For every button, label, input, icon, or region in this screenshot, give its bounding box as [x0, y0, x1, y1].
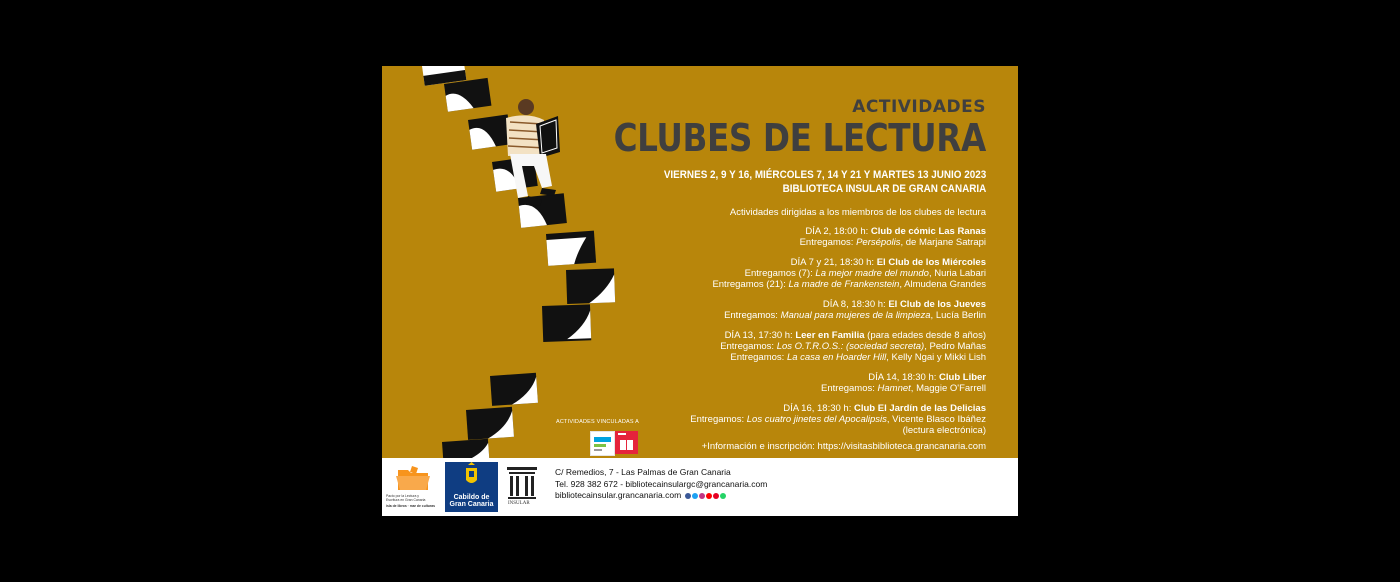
session-list [596, 226, 986, 445]
pacto-text: Pacto por la Lectura y [386, 494, 419, 498]
session-club: Club El Jardín de las Delicias [854, 403, 986, 414]
session-item [596, 330, 986, 363]
book-lead: Entregamos: [724, 310, 778, 321]
biblioteca-insular-logo [506, 466, 538, 508]
coat-of-arms-icon [445, 462, 498, 492]
book-lead: Entregamos: [799, 237, 854, 248]
session-time: DÍA 2, 18:00 h: [805, 226, 869, 237]
book-author: , Lucía Berlin [930, 310, 986, 321]
poster-dates [664, 168, 986, 196]
book-author: , Pedro Mañas [924, 341, 986, 352]
address: C/ Remedios, 7 - Las Palmas de Gran Canaria [555, 467, 731, 477]
session-time: DÍA 13, 17:30 h: [724, 330, 793, 341]
book-author: , Maggie O'Farrell [910, 383, 986, 394]
session-item [596, 226, 986, 248]
session-item [596, 299, 986, 321]
session-time: DÍA 16, 18:30 h: [783, 403, 852, 414]
book-title: La casa en Hoarder Hill [786, 352, 887, 363]
book-author: , Nuria Labari [928, 268, 986, 279]
reading-man [506, 99, 560, 206]
session-time: DÍA 8, 18:30 h: [822, 299, 886, 310]
insular-label: INSULAR [508, 501, 530, 506]
book-lead: Entregamos (7): [744, 268, 813, 279]
youtube-icon[interactable] [706, 493, 712, 499]
book-lead: Entregamos: [690, 414, 745, 425]
linked-activities-label: ACTIVIDADES VINCULADAS A [556, 419, 640, 425]
pacto-tagline: isla de libros · mar de culturas [386, 504, 435, 508]
book-title: Hamnet [877, 383, 911, 394]
folder-book-icon [386, 464, 438, 494]
session-item [596, 372, 986, 394]
session-time: DÍA 14, 18:30 h: [868, 372, 937, 383]
session-club: El Club de los Miércoles [876, 257, 986, 268]
website-link[interactable]: bibliotecainsular.grancanaria.com [555, 490, 682, 500]
session-item [596, 257, 986, 290]
book-title: Persépolis [856, 237, 901, 248]
sdg-4-education-icon [615, 431, 638, 454]
book-author: , de Marjane Satrapi [900, 237, 986, 248]
book-note: (lectura electrónica) [902, 425, 986, 436]
book-lead: Entregamos: [821, 383, 875, 394]
poster-title: CLUBES DE LECTURA [613, 116, 986, 160]
session-extra: (para edades desde 8 años) [864, 330, 986, 341]
poster-kicker: ACTIVIDADES [852, 97, 986, 117]
sdg-logo [590, 431, 615, 456]
cabildo-logo [445, 462, 498, 512]
venue-line: BIBLIOTECA INSULAR DE GRAN CANARIA [782, 183, 986, 195]
contact-info [555, 467, 767, 502]
book-title: Los O.T.R.O.S.: (sociedad secreta) [776, 341, 925, 352]
pinterest-icon[interactable] [713, 493, 719, 499]
info-link[interactable]: +Información e inscripción: https://visitasbiblioteca.grancanaria.com [701, 441, 986, 452]
book-author: , Kelly Ngai y Mikki Lish [886, 352, 986, 363]
instagram-icon[interactable] [699, 493, 705, 499]
pacto-lectura-logo [386, 464, 438, 510]
book-author: , Almudena Grandes [899, 279, 986, 290]
book-lead: Entregamos (21): [712, 279, 786, 290]
session-item [596, 403, 986, 436]
book-title: La madre de Frankenstein [788, 279, 900, 290]
book-title: Los cuatro jinetes del Apocalipsis [746, 414, 887, 425]
session-club: Leer en Familia [795, 330, 865, 341]
cabildo-line: Cabildo de [453, 494, 490, 501]
book-lead: Entregamos: [730, 352, 785, 363]
cabildo-line: Gran Canaria [449, 501, 494, 508]
book-title: Manual para mujeres de la limpieza [780, 310, 931, 321]
book-title: La mejor madre del mundo [815, 268, 929, 279]
session-club: Club Liber [939, 372, 986, 383]
session-club: El Club de los Jueves [888, 299, 986, 310]
footer-bar [382, 458, 1018, 516]
pacto-text: Escritura en Gran Canaria [386, 498, 426, 502]
whatsapp-icon[interactable] [720, 493, 726, 499]
dates-line: VIERNES 2, 9 Y 16, MIÉRCOLES 7, 14 Y 21 Y MARTES 13 JUNIO 2023 [663, 169, 986, 181]
event-poster [382, 66, 1018, 516]
phone-email[interactable]: Tel. 928 382 672 - bibliotecainsulargc@grancanaria.com [555, 478, 768, 489]
twitter-icon[interactable] [692, 493, 698, 499]
poster-intro: Actividades dirigidas a los miembros de los clubes de lectura [729, 207, 986, 218]
book-author: , Vicente Blasco Ibáñez [886, 414, 986, 425]
session-time: DÍA 7 y 21, 18:30 h: [790, 257, 875, 268]
cabildo-name [445, 494, 498, 508]
session-club: Club de cómic Las Ranas [870, 226, 986, 237]
book-lead: Entregamos: [720, 341, 775, 352]
facebook-icon[interactable] [685, 493, 691, 499]
